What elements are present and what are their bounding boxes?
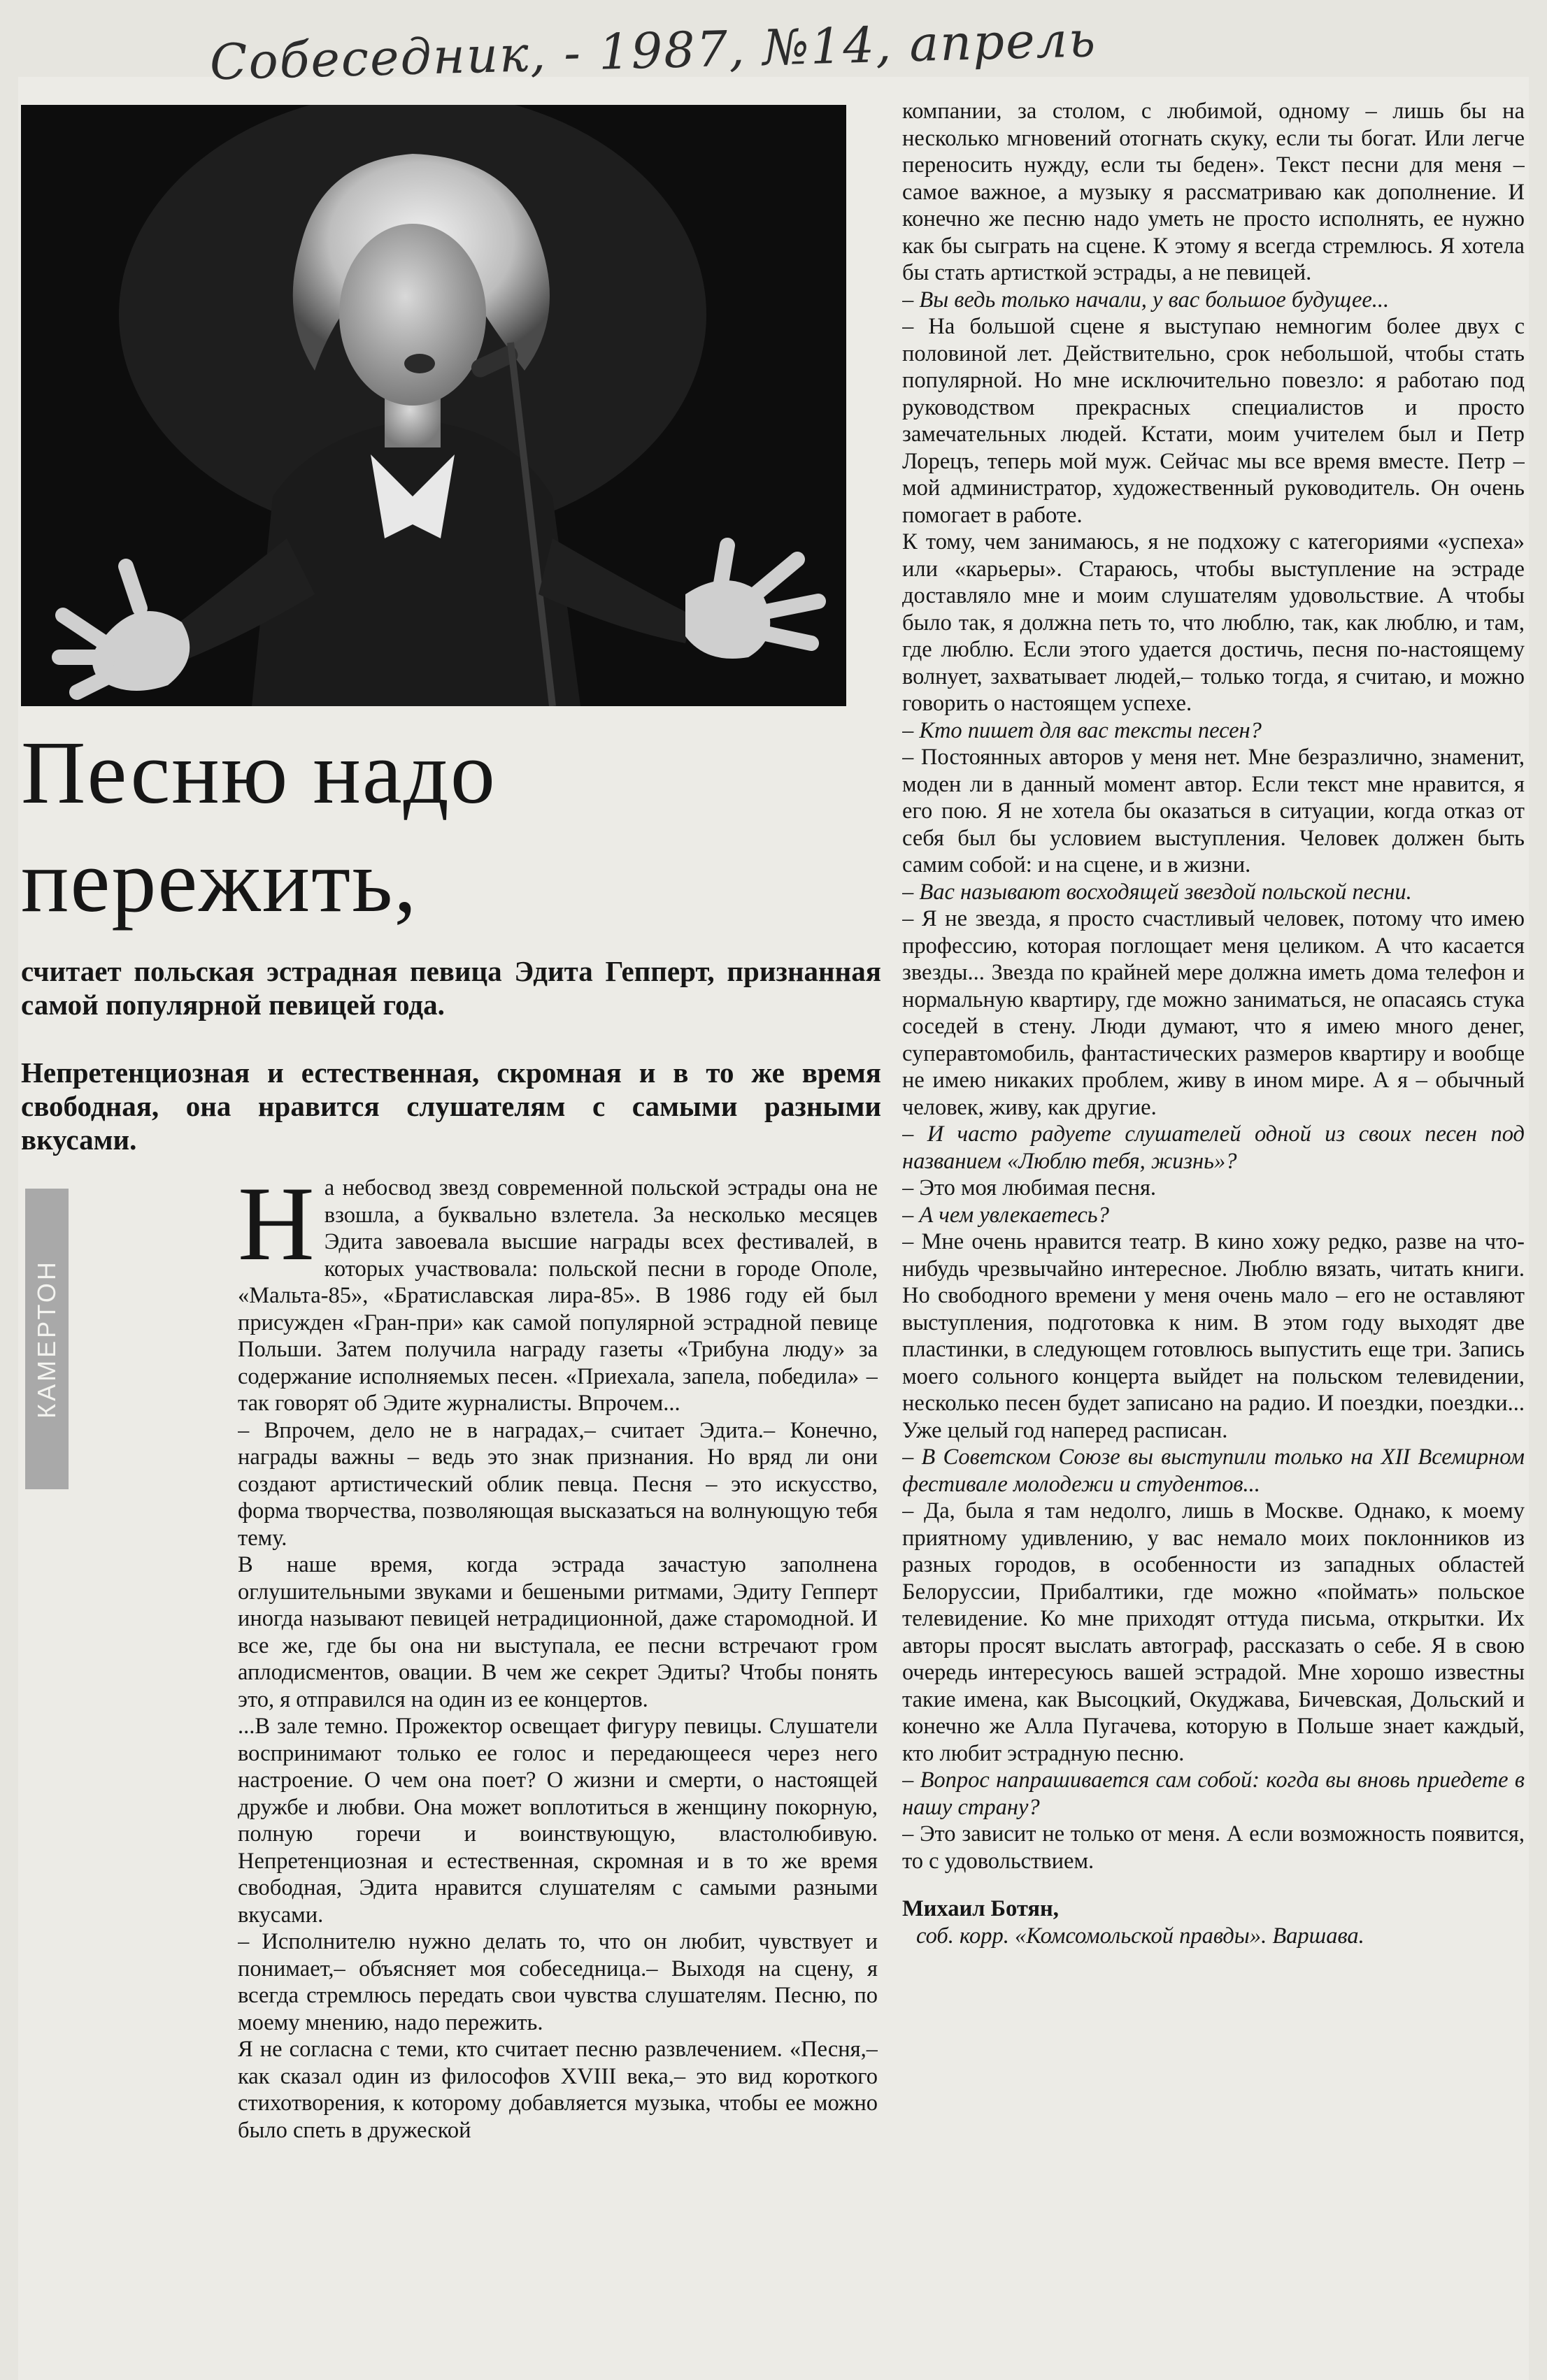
paragraph: – Мне очень нравится театр. В кино хожу редко, разве на что-нибудь чрезвычайно интересное. Люблю вязать, читать книги. Но свободного времени у меня очень мало – его не оставляют выступления, подготовка к ним. В этом году выходят две пластинки, в следующем готовлюсь выпустить еще три. Запись моего сольного концерта выйдет на польском телевидении, несколько песен будет записано на радио. И поездки, поездки... Уже целый год наперед расписан. — [902, 1229, 1525, 1443]
interview-question: – Вы ведь только начали, у вас большое будущее... — [902, 287, 1390, 313]
interview-question: – Кто пишет для вас тексты песен? — [902, 717, 1262, 743]
article-left-column — [238, 1175, 878, 2377]
deck-subtitle-2: Непретенциозная и естественная, скромная и в то же время свободная, она нравится слушателям с самыми разными вкусами. — [21, 1056, 881, 1156]
paragraph: На небосвод звезд современной польской эстрады она не взошла, а буквально взлетела. За несколько месяцев Эдита завоевала высшие награды всех фестивалей, в которых участвовала: польской песни в городе Ополе, «Мальта-85», «Братиславская лира-85». В 1986 году ей был присужден «Гран-при» как самой популярной эстрадной певице Польши. Затем получила награду газеты «Трибуна люду» за содержание исполняемых песен. «Приехала, запела, победила» – так говорят об Эдите журналисты. Впрочем... — [238, 1175, 878, 1416]
paragraph: – Постоянных авторов у меня нет. Мне безразлично, знаменит, моден ли в данный момент автор. Если текст мне нравится, я его пою. Я не хотела бы оказаться в ситуации, когда отказ от себя был бы условием выступления. Человек должен быть самим собой: и на сцене, и в жизни. — [902, 745, 1525, 877]
headline-line-2: пережить, — [21, 831, 418, 931]
author-name: Михаил Ботян, — [902, 1896, 1059, 1921]
paragraph: Я не согласна с теми, кто считает песню развлечением. «Песня,– как сказал один из философов XVIII века,– это вид короткого стихотворения, к которому добавляется музыка, чтобы ее можно было спеть в дружеской — [238, 2037, 878, 2143]
paragraph: – Это зависит не только от меня. А если возможность появится, то с удовольствием. — [902, 1821, 1525, 1874]
interview-question: – А чем увлекаетесь? — [902, 1202, 1109, 1228]
interview-question: – Вопрос напрашивается сам собой: когда вы вновь приедете в нашу страну? — [902, 1768, 1525, 1820]
paragraph: – Впрочем, дело не в наградах,– считает Эдита.– Конечно, награды важны – ведь это знак признания. Но вряд ли они создают артистический облик певца. Песня – это искусство, форма творчества, позволяющая высказаться на волнующую тебя тему. — [238, 1417, 878, 1551]
singer-photo — [21, 105, 846, 706]
paragraph: – Это моя любимая песня. — [902, 1175, 1157, 1200]
interview-question: – И часто радуете слушателей одной из своих песен под названием «Люблю тебя, жизнь»? — [902, 1121, 1525, 1174]
rubric-label: КАМЕРТОН — [32, 1259, 61, 1419]
deck-subtitle-1: считает польская эстрадная певица Эдита Гепперт, признанная самой популярной певицей года. — [21, 955, 881, 1021]
paragraph: – Исполнителю нужно делать то, что он любит, чувствует и понимает,– объясняет моя собеседница.– Выходя на сцену, я всегда стремлюсь передать свои чувства слушателям. Песню, по моему мнению, надо пережить. — [238, 1929, 878, 2035]
singer-photo-illustration — [21, 105, 846, 706]
paragraph: – Я не звезда, я просто счастливый человек, потому что имею профессию, которая поглощает меня целиком. А что касается звезды... Звезда по крайней мере должна иметь дома телефон и нормальную квартиру, где можно заниматься, не опасаясь стука соседей в стену. Люди думают, что я имею много денег, суперавтомобиль, фантастических размеров квартиру и вообще не имею никаких проблем, живу в ином мире. А я – обычный человек, живу, как другие. — [902, 906, 1525, 1120]
interview-question: – В Советском Союзе вы выступили только на XII Всемирном фестивале молодежи и студентов... — [902, 1445, 1525, 1497]
author-role: соб. корр. «Комсомольской правды». Варшава. — [916, 1923, 1364, 1949]
paragraph: К тому, чем занимаюсь, я не подхожу с категориями «успеха» или «карьеры». Стараюсь, чтобы выступление на эстраде доставляло мне и моим слушателям удовольствие. А чтобы было так, я должна петь то, что люблю, так, как люблю, и там, где люблю. Если этого удается достичь, песня по-настоящему волнует, захватывает людей,– только тогда, я считаю, и можно говорить о настоящем успехе. — [902, 529, 1525, 716]
handwritten-note: Собеседник, - 1987, №14, апрель — [208, 10, 1098, 92]
paragraph: – На большой сцене я выступаю немногим более двух с половиной лет. Действительно, срок небольшой, чтобы стать популярной. Но мне исключительно повезло: я работаю под руководством прекрасных специалистов и просто замечательных людей. Кстати, моим учителем был и Петр Лорецъ, теперь мой муж. Сейчас мы все время вместе. Петр – мой администратор, художественный руководитель. Он очень помогает в работе. — [902, 314, 1525, 528]
paragraph: В наше время, когда эстрада зачастую заполнена оглушительными звуками и бешеными ритмами, Эдиту Гепперт иногда называют певицей нетрадиционной, даже старомодной. И все же, где бы она ни выступала, ее песни встречают гром аплодисментов, овации. В чем же секрет Эдиты? Чтобы понять это, я отправился на один из ее концертов. — [238, 1552, 878, 1712]
paragraph: – Да, была я там недолго, лишь в Москве. Однако, к моему приятному удивлению, у вас немало моих поклонников из разных городов, в особенности из западных областей Белоруссии, Прибалтики, где можно «поймать» польское телевидение. Ко мне приходят оттуда письма, открытки. Их авторы просят выслать автограф, рассказать о себе. Я в свою очередь интересуюсь вашей эстрадой. Мне хорошо известны такие имена, как Высоцкий, Окуджава, Бичевская, Дольский и конечно же Алла Пугачева, которую в Польше знает каждый, кто любит эстрадную песню. — [902, 1498, 1525, 1766]
interview-question: – Вас называют восходящей звездой польской песни. — [902, 879, 1412, 905]
rubric-tag — [25, 1189, 69, 1489]
dropcap: Н — [238, 1175, 315, 1282]
paragraph: ...В зале темно. Прожектор освещает фигуру певицы. Слушатели воспринимают только ее голос и передающееся через него настроение. О чем она поет? О жизни и смерти, о настоящей дружбе и любви. Она может воплотиться в женщину покорную, полную горечи и воинствующую, властолюбивую. Непретенциозная и естественная, скромная и в то же время свободная, Эдита нравится слушателям с самыми разными вкусами. — [238, 1714, 878, 1928]
headline-line-1: Песню надо — [21, 723, 497, 822]
paragraph: компании, за столом, с любимой, одному – лишь бы на несколько мгновений отогнать скуку, если ты богат. Или легче переносить нужду, если ты беден». Текст песни для меня – самое важное, а музыку я рассматриваю как дополнение. И конечно же песню надо уметь не просто исполнять, ее нужно как бы сыграть на сцене. К этому я всегда стремлюсь. Я хотела бы стать артисткой эстрады, а не певицей. — [902, 99, 1525, 285]
article-right-column — [902, 98, 1525, 2356]
